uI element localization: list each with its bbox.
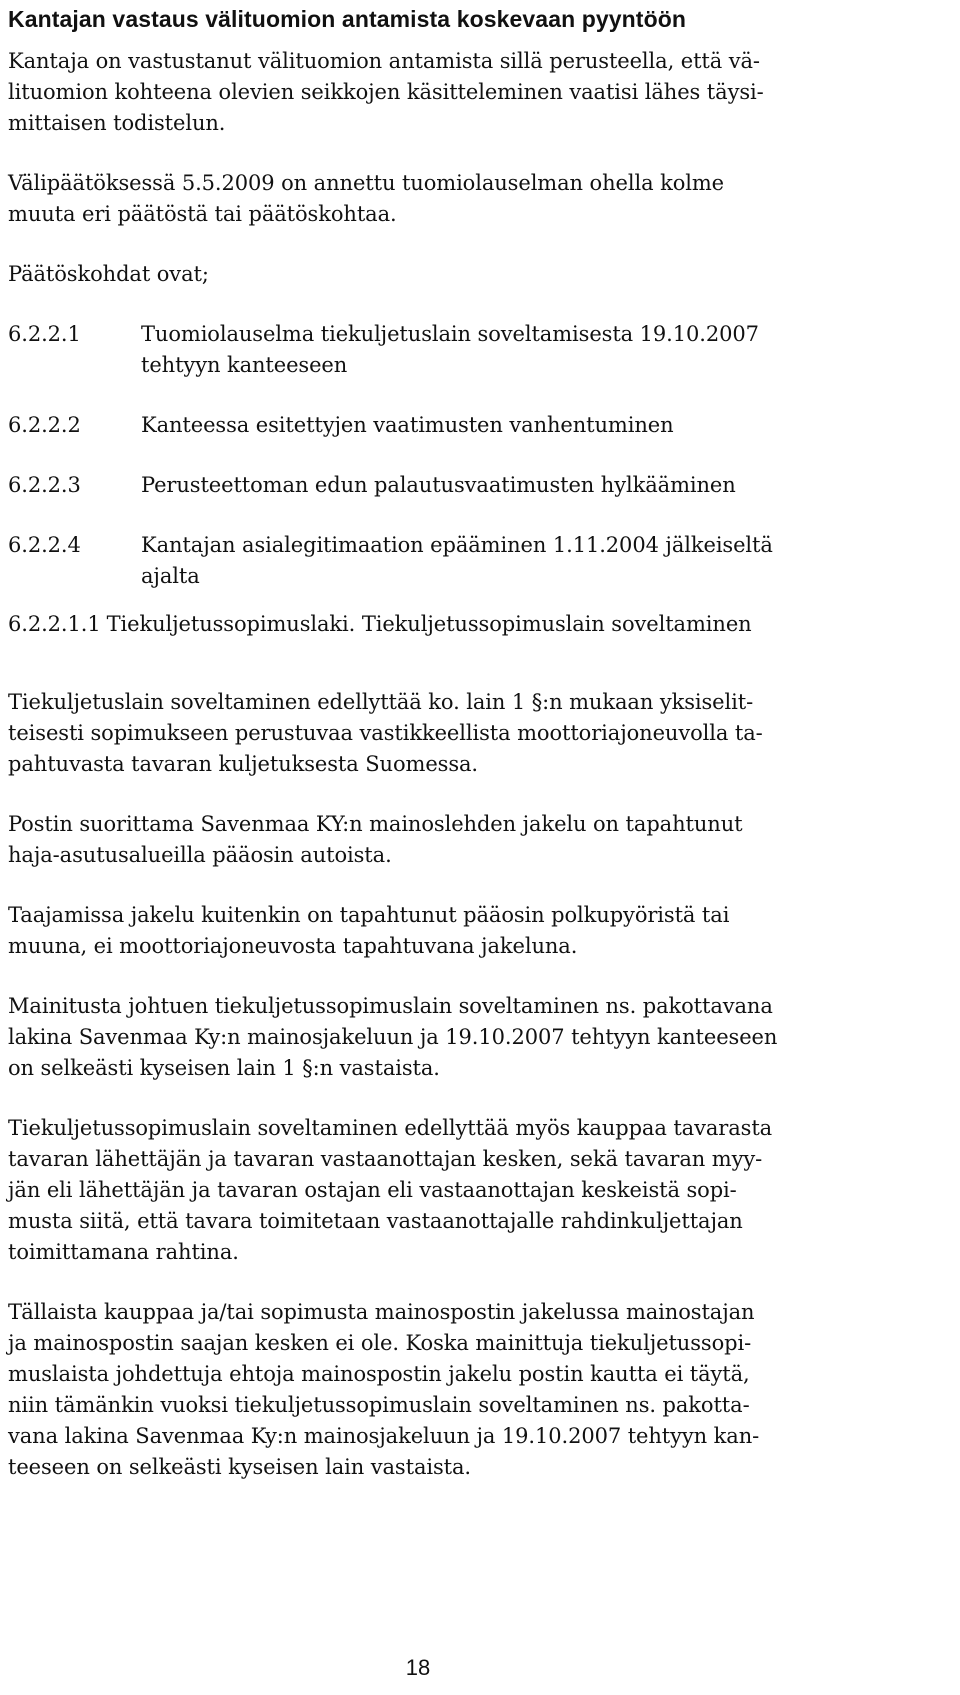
text-line: Kanteessa esitettyjen vaatimusten vanhentuminen (141, 413, 674, 437)
body-paragraph (8, 809, 952, 871)
decision-point (8, 470, 952, 501)
section-heading: Kantajan vastaus välituomion antamista koskevaan pyyntöön (8, 6, 687, 32)
text-line: vana lakina Savenmaa Ky:n mainosjakeluun ja 19.10.2007 tehtyyn kan- (8, 1424, 760, 1448)
text-line: Välipäätöksessä 5.5.2009 on annettu tuomiolauselman ohella kolme (8, 171, 724, 195)
text-line: Tiekuljetuslain soveltaminen edellyttää ko. lain 1 §:n mukaan yksiselit- (8, 690, 754, 714)
text-line: muuna, ei moottoriajoneuvosta tapahtuvana jakeluna. (8, 934, 578, 958)
text-line: teisesti sopimukseen perustuvaa vastikkeellista moottoriajoneuvolla ta- (8, 721, 763, 745)
text-line: Taajamissa jakelu kuitenkin on tapahtunut pääosin polkupyöristä tai (8, 903, 730, 927)
text-line: teeseen on selkeästi kyseisen lain vastaista. (8, 1455, 471, 1479)
text-line: Perusteettoman edun palautusvaatimusten hylkääminen (141, 473, 736, 497)
points-intro (8, 259, 952, 290)
text-line: muslaista johdettuja ehtoja mainospostin jakelu postin kautta ei täytä, (8, 1362, 750, 1386)
text-line: Tällaista kauppaa ja/tai sopimusta mainospostin jakelussa mainostajan (8, 1300, 755, 1324)
point-number: 6.2.2.3 (8, 473, 81, 497)
text-line: ja mainospostin saajan kesken ei ole. Koska mainittuja tiekuljetussopi- (8, 1331, 752, 1355)
point-text (141, 319, 759, 381)
text-line: on selkeästi kyseisen lain 1 §:n vastaista. (8, 1056, 440, 1080)
body-paragraph (8, 687, 952, 780)
intro-paragraph (8, 46, 952, 139)
text-line: lituomion kohteena olevien seikkojen käsitteleminen vaatisi lähes täysi- (8, 80, 764, 104)
text-line: tavaran lähettäjän ja tavaran vastaanottajan kesken, sekä tavaran myy- (8, 1147, 763, 1171)
body-paragraph (8, 991, 952, 1084)
page-number-text: 18 (405, 1655, 431, 1680)
text-line: lakina Savenmaa Ky:n mainosjakeluun ja 19.10.2007 tehtyyn kanteeseen (8, 1025, 778, 1049)
text-line: muuta eri päätöstä tai päätöskohtaa. (8, 202, 397, 226)
subsection-heading (8, 609, 952, 640)
document-page (8, 4, 952, 1512)
decision-point (8, 319, 952, 381)
text-line: ajalta (141, 564, 200, 588)
text-line: Kantaja on vastustanut välituomion antamista sillä perusteella, että vä- (8, 49, 760, 73)
text-line: Kantajan asialegitimaation epääminen 1.11.2004 jälkeiseltä (141, 533, 773, 557)
text-line: pahtuvasta tavaran kuljetuksesta Suomessa. (8, 752, 479, 776)
point-number: 6.2.2.4 (8, 533, 81, 557)
text-line: Postin suorittama Savenmaa KY:n mainoslehden jakelu on tapahtunut (8, 812, 743, 836)
decision-paragraph (8, 168, 952, 230)
body-paragraph (8, 1297, 952, 1483)
text-line: Päätöskohdat ovat; (8, 262, 209, 286)
point-number: 6.2.2.1 (8, 322, 81, 346)
text-line: jän eli lähettäjän ja tavaran ostajan eli vastaanottajan keskeistä sopi- (8, 1178, 737, 1202)
point-number: 6.2.2.2 (8, 413, 81, 437)
point-text (141, 410, 674, 441)
subsection-number: 6.2.2.1.1 (8, 612, 101, 636)
text-line: mittaisen todistelun. (8, 111, 226, 135)
text-line: tehtyyn kanteeseen (141, 353, 348, 377)
subsection-title: Tiekuljetussopimuslaki. Tiekuljetussopimuslain soveltaminen (106, 612, 752, 636)
text-line: Tiekuljetussopimuslain soveltaminen edellyttää myös kauppaa tavarasta (8, 1116, 773, 1140)
text-line: musta siitä, että tavara toimitetaan vastaanottajalle rahdinkuljettajan (8, 1209, 743, 1233)
text-line: haja-asutusalueilla pääosin autoista. (8, 843, 392, 867)
body-paragraph (8, 900, 952, 962)
decision-point (8, 410, 952, 441)
point-text (141, 530, 773, 592)
text-line: Mainitusta johtuen tiekuljetussopimuslain soveltaminen ns. pakottavana (8, 994, 773, 1018)
body-paragraph (8, 1113, 952, 1268)
text-line: toimittamana rahtina. (8, 1240, 239, 1264)
text-line: Tuomiolauselma tiekuljetuslain soveltamisesta 19.10.2007 (141, 322, 759, 346)
text-line: niin tämänkin vuoksi tiekuljetussopimuslain soveltaminen ns. pakotta- (8, 1393, 750, 1417)
page-number (0, 1654, 960, 1682)
decision-point (8, 530, 952, 592)
point-text (141, 470, 736, 501)
